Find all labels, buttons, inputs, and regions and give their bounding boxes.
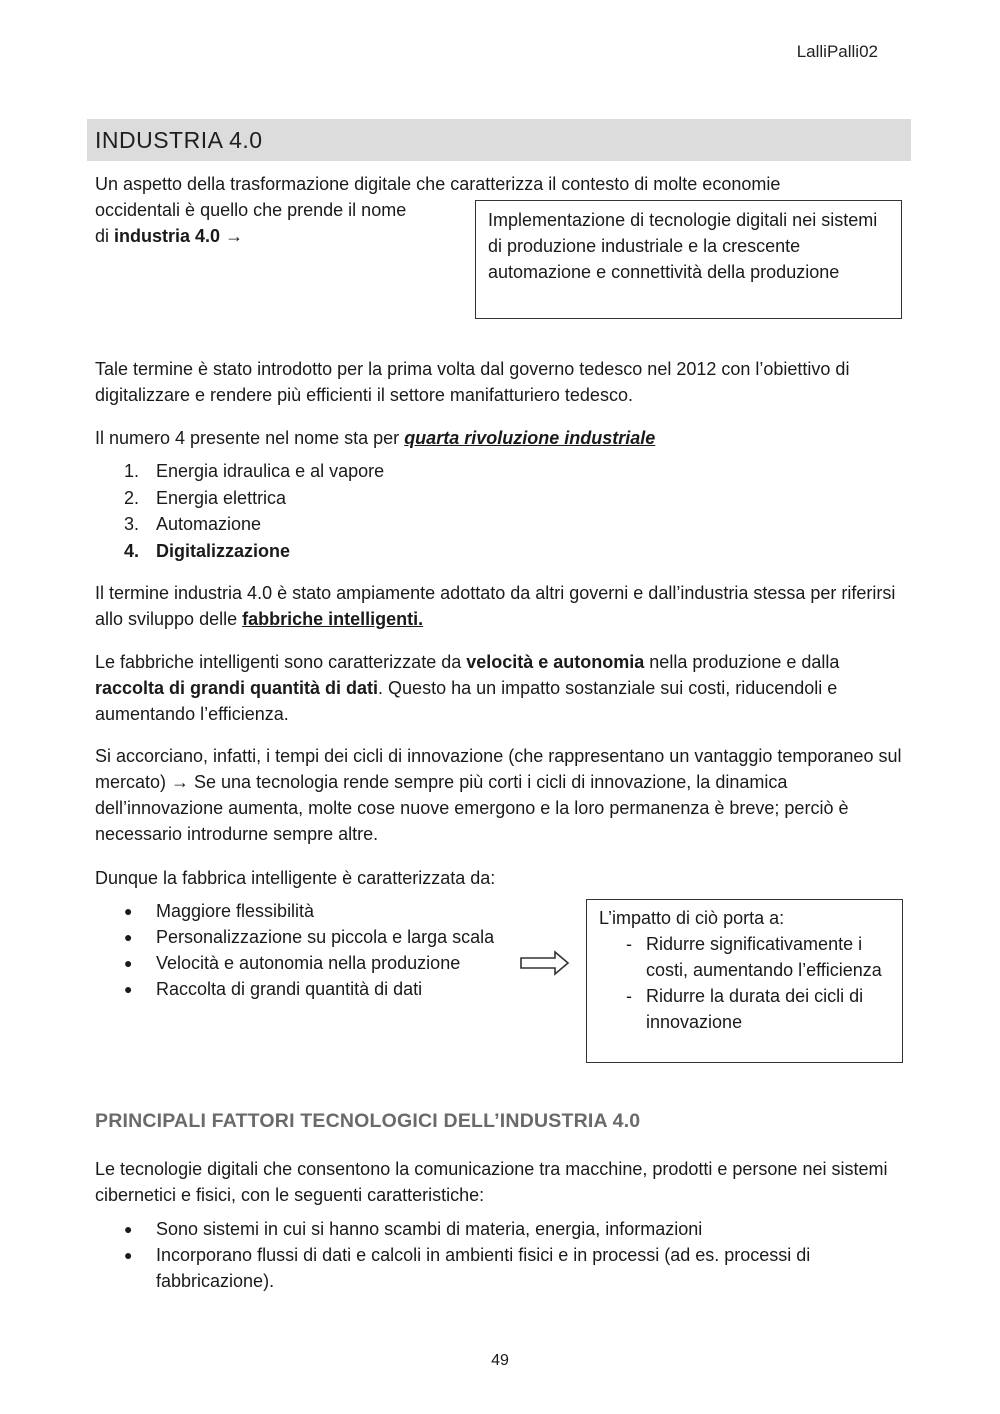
- smart-paragraph: Le fabbriche intelligenti sono caratterizzate da velocità e autonomia nella produzione e dalla raccolta di grandi quantità di dati. Questo ha un impatto sostanziale sui costi, riducendoli e aumentando l’efficienza.: [95, 652, 840, 724]
- intro-line-2: occidentali è quello che prende il nome: [95, 200, 407, 220]
- list-item: 2. Energia elettrica: [124, 487, 287, 508]
- intro-term: industria 4.0: [114, 226, 221, 246]
- list-item: - Ridurre significativamente i costi, aumentando l’efficienza: [626, 934, 882, 980]
- characteristics-list: [124, 898, 494, 1002]
- cycles-paragraph: Si accorciano, infatti, i tempi dei cicli di innovazione (che rappresentano un vantaggio temporaneo sul mercato) → Se una tecnologia rende sempre più corti i cicli di innovazione, la dinamica dell’innovazione aumenta, molte cose nuove emergono e la loro permanenza è breve; perciò è necessario introdurne sempre altre.: [95, 746, 902, 844]
- impact-box: [586, 899, 903, 1063]
- impact-title: L’impatto di ciò porta a:: [599, 908, 785, 928]
- impact-list: [599, 931, 890, 1035]
- revolutions-list: [124, 458, 384, 564]
- list-item: ● Incorporano flussi di dati e calcoli in ambienti fisici e in processi (ad es. processi di fabbricazione).: [124, 1245, 811, 1291]
- list-item: ● Sono sistemi in cui si hanno scambi di materia, energia, informazioni: [124, 1219, 703, 1239]
- intro-line-3: [95, 223, 475, 249]
- arrow-icon: →: [225, 226, 244, 246]
- intro-line-1: Un aspetto della trasformazione digitale che caratterizza il contesto di molte economie: [95, 174, 781, 194]
- list-item: ● Raccolta di grandi quantità di dati: [124, 979, 423, 999]
- adopted-text: Il termine industria 4.0 è stato ampiamente adottato da altri governi e dall’industria stessa per riferirsi allo sviluppo delle: [95, 583, 896, 629]
- subsection-title: PRINCIPALI FATTORI TECNOLOGICI DELL’INDUSTRIA 4.0: [95, 1110, 641, 1132]
- author-header: LalliPalli02: [796, 42, 878, 61]
- list-item: ● Maggiore flessibilità: [124, 901, 315, 921]
- definition-text: Implementazione di tecnologie digitali nei sistemi di produzione industriale e la crescente automazione e connettività della produzione: [488, 210, 878, 282]
- therefore-paragraph: Dunque la fabbrica intelligente è caratterizzata da:: [95, 868, 496, 888]
- origin-paragraph: Tale termine è stato introdotto per la prima volta dal governo tedesco nel 2012 con l’obiettivo di digitalizzare e rendere più efficienti il settore manifatturiero tedesco.: [95, 359, 850, 405]
- list-item: 4. Digitalizzazione: [124, 540, 291, 561]
- list-item: 3. Automazione: [124, 514, 262, 534]
- number-prefix: Il numero 4 presente nel nome sta per: [95, 428, 405, 448]
- tech-list: [124, 1216, 894, 1294]
- number-emph: quarta rivoluzione industriale: [404, 428, 656, 448]
- list-item: ● Velocità e autonomia nella produzione: [124, 953, 461, 973]
- section-title: INDUSTRIA 4.0: [87, 119, 911, 161]
- adopted-paragraph: [95, 580, 905, 632]
- tech-paragraph: Le tecnologie digitali che consentono la comunicazione tra macchine, prodotti e persone nei sistemi cibernetici e fisici, con le seguenti caratteristiche:: [95, 1159, 888, 1205]
- adopted-emph: fabbriche intelligenti.: [242, 609, 424, 629]
- list-item: 1. Energia idraulica e al vapore: [124, 461, 385, 481]
- definition-box: [475, 200, 902, 319]
- list-item: - Ridurre la durata dei cicli di innovazione: [626, 986, 864, 1032]
- right-arrow-icon: [519, 950, 571, 976]
- page-number: 49: [491, 1352, 509, 1369]
- number-paragraph: [95, 425, 905, 451]
- intro-prefix: di: [95, 226, 115, 246]
- list-item: ● Personalizzazione su piccola e larga scala: [124, 927, 495, 947]
